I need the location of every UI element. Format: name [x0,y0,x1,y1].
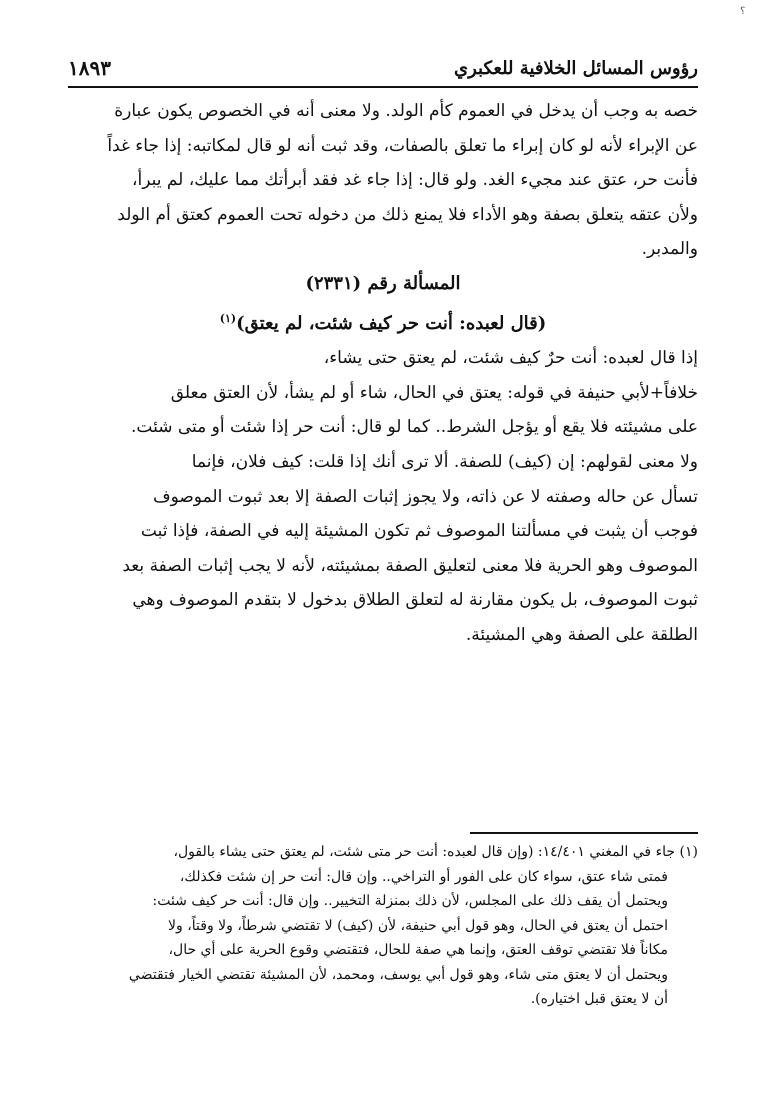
text-line: فأنت حر، عتق عند مجيء الغد. ولو قال: إذا جاء غد فقد أبرأتك مما عليك، لم يبرأ، [132,170,698,191]
footnote-line: ويحتمل أن يقف ذلك على المجلس، لأن ذلك بمنزلة التخيير.. وإن قال: أنت حر كيف شئت: [152,893,668,909]
text-line: ثبوت الموصوف، بل يكون مقارنة له لتعلق الطلاق بدخول لا بتقدم الموصوف وهي [132,590,698,611]
text-line: الطلقة على الصفة وهي المشيئة. [465,624,698,645]
running-header [68,56,698,88]
text-line: فوجب أن يثبت في مسألتنا الموصوف ثم تكون المشيئة إليه في الصفة، فإذا ثبت [140,521,698,542]
text-line: خصه به وجب أن يدخل في العموم كأم الولد. ولا معنى أنه في الخصوص يكون عبارة [114,101,698,121]
text-line: إذا قال لعبده: أنت حرٌ كيف شئت، لم يعتق حتى يشاء، [323,348,698,369]
footnote-ref: (١) [219,311,237,325]
footnote-line: ويحتمل أن لا يعتق متى شاء، وهو قول أبي يوسف، ومحمد، لأن المشيئة تقتضي الخيار فتقتضي [128,966,668,983]
page-number: ١٨٩٣ [68,56,111,80]
text-line: عن الإبراء لأنه لو كان إبراء ما تعلق بالصفات، وقد ثبت أنه لو قال لمكاتبه: إذا جاء غداً [107,135,698,156]
footnote-line: فمتى شاء عتق، سواء كان على الفور أو التراخي.. وإن قال: أنت حر إن شئت فكذلك، [179,868,668,885]
text-line: والمدبر. [641,239,698,260]
text-line: على مشيئته فلا يقع أو يؤجل الشرط.. كما لو قال: أنت حر إذا شئت أو متى شئت. [130,417,698,438]
main-text [68,94,698,653]
text-line: ولأن عتقه يتعلق بصفة وهو الأداء فلا يمنع ذلك من دخوله تحت العموم كعتق أم الولد [117,204,698,225]
text-line: خلافاً+لأبي حنيفة في قوله: يعتق في الحال، شاء أو لم يشأ، لأن العتق معلق [170,382,698,403]
header-rule [68,86,698,88]
footnote-line: أن لا يعتق قبل اختياره). [530,991,668,1007]
issue-subtitle-row [68,302,698,342]
text-line: تسأل عن حاله وصفته لا عن ذاته، ولا يجوز إثبات الصفة إلا بعد ثبوت الموصوف [152,486,698,507]
issue-title: المسألة رقم (٢٣٣١) [305,272,461,294]
footnote-line: احتمل أن يعتق في الحال، وهو قول أبي حنيفة، لأن (كيف) لا تقتضي شرطاً، ولا وقتاً، ولا [168,917,668,934]
footnotes [68,840,698,1012]
text-line: الموصوف وهو الحرية فلا معنى لتعليق الصفة بمشيئته، لأنه لا يجب إثبات الصفة بعد [122,555,698,576]
footnote-line: مكاناً فلا تقتضي توقف العتق، وإنما هي صفة للحال، فتقتضي وقوع الحرية على أي حال، [168,942,668,958]
footnote-rule [470,832,698,834]
margin-mark: ؟ [740,6,746,17]
running-header-title: رؤوس المسائل الخلافية للعكبري [454,58,698,79]
footnote-line: (١) جاء في المغني ١٤/٤٠١: (وإن قال لعبده: أنت حر متى شئت، لم يعتق حتى يشاء بالقول، [173,844,698,860]
text-line: ولا معنى لقولهم: إن (كيف) للصفة. ألا ترى أنك إذا قلت: كيف فلان، فإنما [191,451,698,472]
issue-subtitle: (قال لعبده: أنت حر كيف شئت، لم يعتق) [236,312,547,334]
